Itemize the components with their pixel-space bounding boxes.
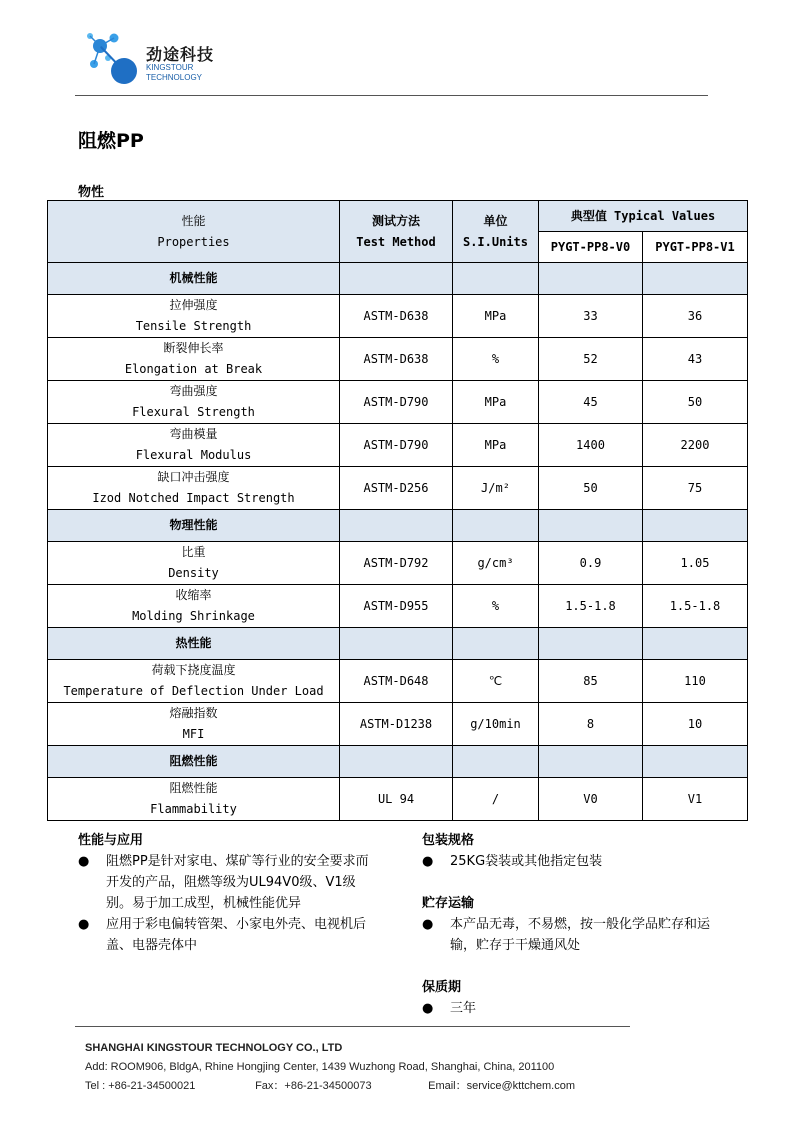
section-row xyxy=(48,263,748,295)
unit-cell: MPa xyxy=(453,295,539,338)
unit-cell: g/cm³ xyxy=(453,542,539,585)
header-test-method xyxy=(340,201,453,263)
section-empty-cell xyxy=(539,510,643,542)
properties-table xyxy=(47,200,748,821)
table-row xyxy=(48,424,748,467)
table-row xyxy=(48,381,748,424)
section-label: 机械性能 xyxy=(48,263,340,295)
property-name-cn: 弯曲模量 xyxy=(169,427,218,441)
property-name-cn: 阻燃性能 xyxy=(169,781,218,795)
section-empty-cell xyxy=(340,628,453,660)
bullet-dot-icon: ● xyxy=(78,854,90,869)
footer-fax: Fax：+86-21-34500073 xyxy=(255,1080,372,1092)
table-row xyxy=(48,295,748,338)
table-row xyxy=(48,338,748,381)
value-v0-cell: 1.5-1.8 xyxy=(539,585,643,628)
unit-cell: / xyxy=(453,778,539,821)
table-row xyxy=(48,585,748,628)
value-v0-cell: 50 xyxy=(539,467,643,510)
section-row xyxy=(48,628,748,660)
section-empty-cell xyxy=(453,263,539,295)
value-v1-cell: 1.05 xyxy=(643,542,748,585)
property-cell xyxy=(48,778,340,821)
storage-bullet xyxy=(422,914,722,956)
performance-heading: 性能与应用 xyxy=(78,833,144,848)
packaging-bullet-text: 25KG袋装或其他指定包装 xyxy=(450,854,603,869)
property-name-cn: 缺口冲击强度 xyxy=(157,470,230,484)
section-title: 物性 xyxy=(78,185,105,200)
property-cell xyxy=(48,660,340,703)
footer-email: Email：service@kttchem.com xyxy=(428,1080,575,1092)
footer-divider xyxy=(75,1026,630,1027)
bullet-dot-icon: ● xyxy=(78,917,90,932)
header-grade-v1: PYGT-PP8-V1 xyxy=(643,232,748,263)
property-name-cn: 弯曲强度 xyxy=(169,384,218,398)
section-empty-cell xyxy=(340,263,453,295)
property-name-cn: 熔融指数 xyxy=(169,706,218,720)
property-name-en: Flammability xyxy=(150,802,237,816)
header-divider xyxy=(75,95,708,96)
test-method-cell: ASTM-D648 xyxy=(340,660,453,703)
section-label: 物理性能 xyxy=(48,510,340,542)
unit-cell: ℃ xyxy=(453,660,539,703)
packaging-storage-section xyxy=(422,830,722,1019)
section-label: 阻燃性能 xyxy=(48,746,340,778)
logo-bubbles-icon xyxy=(84,26,144,86)
table-row xyxy=(48,467,748,510)
test-method-cell: ASTM-D790 xyxy=(340,424,453,467)
header-grade-v0: PYGT-PP8-V0 xyxy=(539,232,643,263)
unit-cell: MPa xyxy=(453,381,539,424)
performance-bullet xyxy=(78,914,376,956)
test-method-cell: ASTM-D638 xyxy=(340,295,453,338)
unit-cell: % xyxy=(453,338,539,381)
footer-address: Add: ROOM906, BldgA, Rhine Hongjing Center, 1439 Wuzhong Road, Shanghai, China, 201100 xyxy=(85,1061,555,1073)
value-v1-cell: 1.5-1.8 xyxy=(643,585,748,628)
table-row xyxy=(48,703,748,746)
property-cell xyxy=(48,381,340,424)
value-v1-cell: 110 xyxy=(643,660,748,703)
section-empty-cell xyxy=(453,628,539,660)
footer-company: SHANGHAI KINGSTOUR TECHNOLOGY CO., LTD xyxy=(85,1042,343,1054)
footer xyxy=(85,1039,575,1096)
property-cell xyxy=(48,703,340,746)
section-empty-cell xyxy=(643,746,748,778)
value-v0-cell: 52 xyxy=(539,338,643,381)
value-v1-cell: 10 xyxy=(643,703,748,746)
packaging-heading: 包装规格 xyxy=(422,833,475,848)
header-properties-cn: 性能 xyxy=(181,213,206,228)
value-v1-cell: 50 xyxy=(643,381,748,424)
property-name-en: Elongation at Break xyxy=(124,362,263,376)
test-method-cell: ASTM-D790 xyxy=(340,381,453,424)
test-method-cell: UL 94 xyxy=(340,778,453,821)
table-row xyxy=(48,660,748,703)
logo-english-line2: TECHNOLOGY xyxy=(146,73,203,82)
section-empty-cell xyxy=(340,510,453,542)
performance-bullet-text: 阻燃PP是针对家电、煤矿等行业的安全要求而开发的产品，阻燃等级为UL94V0级、V1级别。易于加工成型，机械性能优异 xyxy=(106,854,369,911)
property-cell xyxy=(48,295,340,338)
property-cell xyxy=(48,467,340,510)
property-name-en: Izod Notched Impact Strength xyxy=(92,491,295,505)
section-empty-cell xyxy=(539,263,643,295)
footer-contacts xyxy=(85,1077,575,1096)
value-v1-cell: V1 xyxy=(643,778,748,821)
test-method-cell: ASTM-D638 xyxy=(340,338,453,381)
section-empty-cell xyxy=(453,510,539,542)
property-name-en: Flexural Modulus xyxy=(135,448,252,462)
section-empty-cell xyxy=(453,746,539,778)
test-method-cell: ASTM-D1238 xyxy=(340,703,453,746)
section-row xyxy=(48,510,748,542)
header-properties-en: Properties xyxy=(157,234,230,249)
bullet-dot-icon: ● xyxy=(422,1001,434,1016)
test-method-cell: ASTM-D256 xyxy=(340,467,453,510)
property-cell xyxy=(48,585,340,628)
unit-cell: J/m² xyxy=(453,467,539,510)
shelf-life-heading: 保质期 xyxy=(422,980,462,995)
section-empty-cell xyxy=(539,746,643,778)
unit-cell: g/10min xyxy=(453,703,539,746)
table-row xyxy=(48,778,748,821)
header-properties xyxy=(48,201,340,263)
property-cell xyxy=(48,424,340,467)
test-method-cell: ASTM-D792 xyxy=(340,542,453,585)
header-units xyxy=(453,201,539,263)
property-name-cn: 拉伸强度 xyxy=(169,298,218,312)
section-row xyxy=(48,746,748,778)
shelf-life-bullet-text: 三年 xyxy=(450,1001,477,1016)
footer-tel: Tel : +86-21-34500021 xyxy=(85,1080,196,1092)
section-label: 热性能 xyxy=(48,628,340,660)
packaging-bullet xyxy=(422,851,722,872)
property-cell xyxy=(48,542,340,585)
property-name-en: Molding Shrinkage xyxy=(132,609,255,623)
bullet-dot-icon: ● xyxy=(422,917,434,932)
page-title: 阻燃PP xyxy=(78,130,144,152)
section-empty-cell xyxy=(643,510,748,542)
value-v0-cell: 33 xyxy=(539,295,643,338)
property-name-cn: 断裂伸长率 xyxy=(163,341,224,355)
header-units-cn: 单位 xyxy=(483,213,508,228)
section-empty-cell xyxy=(643,263,748,295)
property-name-en: Temperature of Deflection Under Load xyxy=(63,684,324,698)
section-empty-cell xyxy=(340,746,453,778)
test-method-cell: ASTM-D955 xyxy=(340,585,453,628)
table-row xyxy=(48,542,748,585)
value-v1-cell: 75 xyxy=(643,467,748,510)
bullet-dot-icon: ● xyxy=(422,854,434,869)
value-v0-cell: 8 xyxy=(539,703,643,746)
performance-section xyxy=(78,830,376,956)
header-units-en: S.I.Units xyxy=(462,234,529,249)
property-name-cn: 比重 xyxy=(181,545,206,559)
property-cell xyxy=(48,338,340,381)
value-v0-cell: 0.9 xyxy=(539,542,643,585)
value-v1-cell: 36 xyxy=(643,295,748,338)
performance-bullet xyxy=(78,851,376,914)
section-empty-cell xyxy=(539,628,643,660)
property-name-en: Tensile Strength xyxy=(135,319,252,333)
value-v1-cell: 43 xyxy=(643,338,748,381)
property-name-cn: 收缩率 xyxy=(175,588,212,602)
logo-chinese-name: 劲途科技 xyxy=(146,45,215,64)
property-name-en: Density xyxy=(168,566,219,580)
unit-cell: % xyxy=(453,585,539,628)
section-empty-cell xyxy=(643,628,748,660)
performance-bullet-text: 应用于彩电偏转管架、小家电外壳、电视机后盖、电器壳体中 xyxy=(106,917,367,953)
value-v0-cell: 85 xyxy=(539,660,643,703)
storage-heading: 贮存运输 xyxy=(422,896,475,911)
table-body xyxy=(48,263,748,821)
storage-bullet-text: 本产品无毒，不易燃，按一般化学品贮存和运输，贮存于干燥通风处 xyxy=(450,917,711,953)
property-name-en: Flexural Strength xyxy=(132,405,255,419)
header-test-method-en: Test Method xyxy=(356,234,436,249)
property-name-cn: 荷载下挠度温度 xyxy=(151,663,236,677)
company-logo xyxy=(84,26,224,86)
value-v0-cell: V0 xyxy=(539,778,643,821)
value-v1-cell: 2200 xyxy=(643,424,748,467)
value-v0-cell: 1400 xyxy=(539,424,643,467)
value-v0-cell: 45 xyxy=(539,381,643,424)
shelf-life-bullet xyxy=(422,998,722,1019)
header-test-method-cn: 测试方法 xyxy=(371,213,420,228)
property-name-en: MFI xyxy=(182,727,205,741)
logo-english-line1: KINGSTOUR xyxy=(146,63,194,72)
unit-cell: MPa xyxy=(453,424,539,467)
header-typical-values: 典型值 Typical Values xyxy=(539,201,748,232)
